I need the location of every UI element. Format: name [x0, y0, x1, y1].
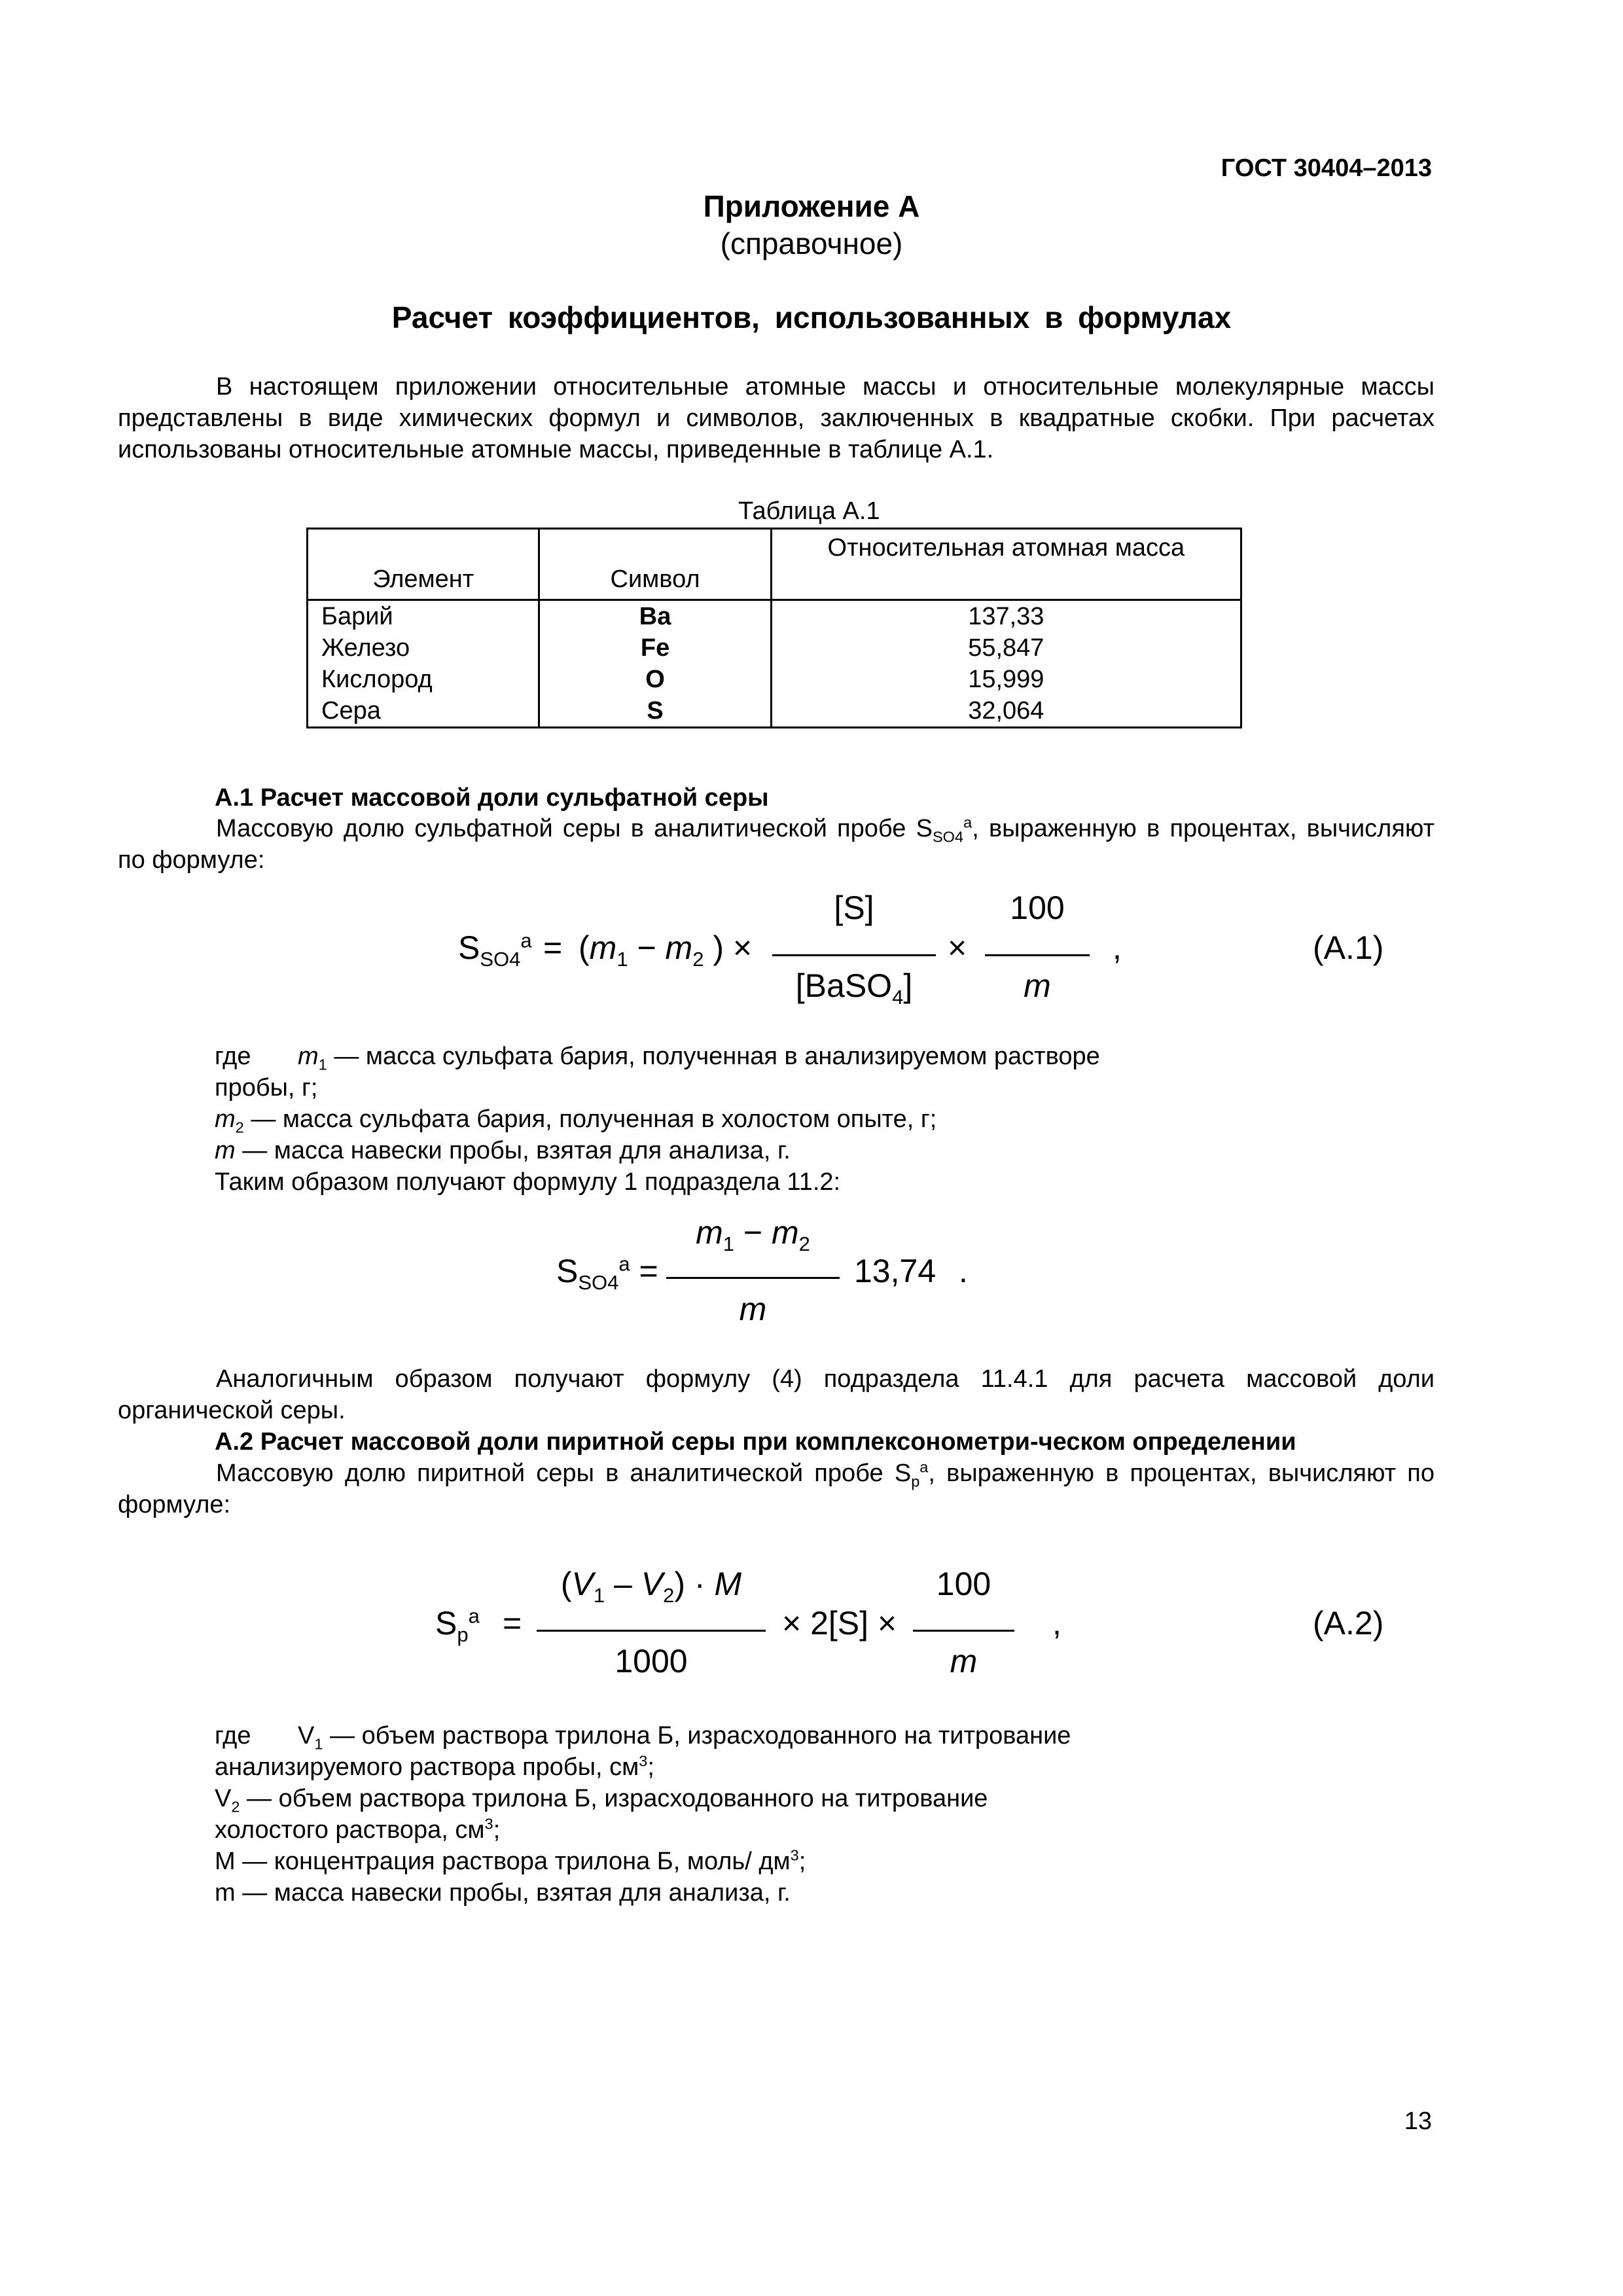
table-cell-element: Сера: [308, 695, 539, 728]
where-a2-word: где: [215, 1722, 251, 1749]
formula-derived-lhs: $S_{SO4}^a$ =: [556, 1252, 658, 1294]
formula-a2-den1: 1000: [615, 1643, 688, 1679]
table-row: [308, 695, 1241, 728]
where-a1-m1-cont: пробы, г;: [215, 1074, 318, 1102]
table-cell-element: Кислород: [308, 664, 539, 695]
table-cell-element: Барий: [308, 600, 539, 633]
intro-paragraph: В настоящем приложении относительные атомные массы и относительные молекулярные массы представлены в виде химических формул и символов, заключенных в квадратные скобки. При расчетах использованы относительные атомные массы, приведенные в таблице А.1.: [118, 373, 1435, 463]
where-a2-v1: $V_1$ — объем раствора трилона Б, израсходованного на титрование: [298, 1722, 1071, 1753]
formula-a1-lhs: $S_{SO4}^a$: [458, 929, 532, 971]
table-header-mass: Относительная атомная масса: [771, 529, 1241, 600]
where-a2-v2: $V_2$ — объем раствора трилона Б, израсходованного на титрование: [215, 1785, 988, 1816]
where-a2-v2-cont: холостого раствора, $см^3$;: [215, 1815, 501, 1844]
appendix-title: Приложение А: [703, 189, 920, 223]
formula-a2-mid: × 2[S] ×: [782, 1605, 897, 1641]
formula-a1-num2: 100: [1010, 889, 1065, 926]
table-row: [308, 632, 1241, 664]
formula-a1-den1: [BaSO$_4$]: [795, 967, 913, 1009]
formula-a1-den2: m: [1024, 967, 1051, 1004]
formula-a2-fraction-line2: [913, 1630, 1014, 1632]
standard-number: ГОСТ 30404–2013: [1221, 154, 1432, 182]
formula-derived-dot: .: [959, 1253, 968, 1289]
table-cell-mass: 32,064: [771, 695, 1241, 728]
where-a2-v1-cont: анализируемого раствора пробы, $см^3$;: [215, 1752, 654, 1781]
section-a2-text: Массовую долю пиритной серы в аналитической пробе $S_p^a$, выраженную в процентах, вычисляют по формуле:: [118, 1458, 1435, 1518]
formula-a1-comma: ,: [1113, 929, 1122, 966]
table-row: [308, 600, 1241, 633]
table-cell-mass: 15,999: [771, 664, 1241, 695]
formula-a2-lhs: $S_p^a$: [435, 1604, 480, 1646]
appendix-heading: Расчет коэффициентов, использованных в формулах: [391, 300, 1232, 334]
formula-a2-num2: 100: [936, 1566, 991, 1602]
where-a1-m1: $m_1$ — масса сульфата бария, полученная в анализируемом растворе: [298, 1043, 1100, 1073]
formula-a1-num1: [S]: [834, 889, 874, 926]
formula-derived-den: m: [739, 1291, 767, 1327]
formula-derived-num: $m_1 - m_2$: [696, 1214, 810, 1255]
where-a1-word: где: [215, 1043, 251, 1070]
table-header-symbol: Символ: [539, 529, 771, 600]
formula-a1-times: ×: [948, 929, 967, 966]
where-a1-m2: $m_2$ — масса сульфата бария, полученная в холостом опыте, г;: [215, 1105, 937, 1136]
section-a2-heading: А.2 Расчет массовой доли пиритной серы при комплексонометри-ческом определении: [215, 1428, 1296, 1456]
table-cell-symbol: Ba: [539, 600, 771, 633]
table-cell-symbol: S: [539, 695, 771, 728]
table-cell-mass: 137,33: [771, 600, 1241, 633]
formula-a2-den2: m: [950, 1643, 978, 1679]
where-a1-m: m — масса навески пробы, взятая для анализа, г.: [215, 1137, 791, 1164]
formula-a1-eq: =: [543, 929, 563, 966]
where-a2-M: М — концентрация раствора трилона Б, моль/ $дм^3$;: [215, 1846, 806, 1875]
formula-a1-fraction-line2: [985, 954, 1090, 956]
section-a1-text: Массовую долю сульфатной серы в аналитической пробе $S_{SO4}^a$, выраженную в процентах, вычисляют по формуле:: [118, 814, 1435, 874]
table-cell-symbol: Fe: [539, 632, 771, 664]
table-caption: Таблица А.1: [738, 497, 880, 525]
table-header-element: Элемент: [308, 529, 539, 600]
page-number: 13: [1404, 2108, 1432, 2135]
formula-a2-comma: ,: [1052, 1605, 1061, 1641]
formula-a2-fraction-line1: [537, 1630, 766, 1632]
formula-a2-num1: $(V_1 - V_2) \cdot M$: [560, 1566, 742, 1607]
formula-a1-fraction-line1: [772, 954, 936, 956]
atomic-mass-table: [306, 528, 1242, 728]
appendix-subtitle: (справочное): [720, 226, 903, 260]
formula-a1-number: (А.1): [1313, 929, 1384, 966]
formula-derived-fraction-line: [666, 1277, 840, 1279]
section-a1-thus: Таким образом получают формулу 1 подраздела 11.2:: [215, 1168, 841, 1196]
table-row: [308, 664, 1241, 695]
formula-a2-eq: =: [503, 1605, 522, 1641]
section-a1-similar: Аналогичным образом получают формулу (4) подраздела 11.4.1 для расчета массовой доли органической серы.: [118, 1365, 1435, 1424]
table-cell-element: Железо: [308, 632, 539, 664]
where-a2-m: m — масса навески пробы, взятая для анализа, г.: [215, 1879, 791, 1907]
formula-a2-number: (А.2): [1313, 1605, 1384, 1641]
formula-a1-factor: ($m_1 - m_2$ ) ×: [579, 929, 753, 971]
table-cell-symbol: O: [539, 664, 771, 695]
formula-derived-coef: 13,74: [854, 1253, 936, 1289]
section-a1-heading: А.1 Расчет массовой доли сульфатной серы: [215, 784, 769, 812]
table-cell-mass: 55,847: [771, 632, 1241, 664]
